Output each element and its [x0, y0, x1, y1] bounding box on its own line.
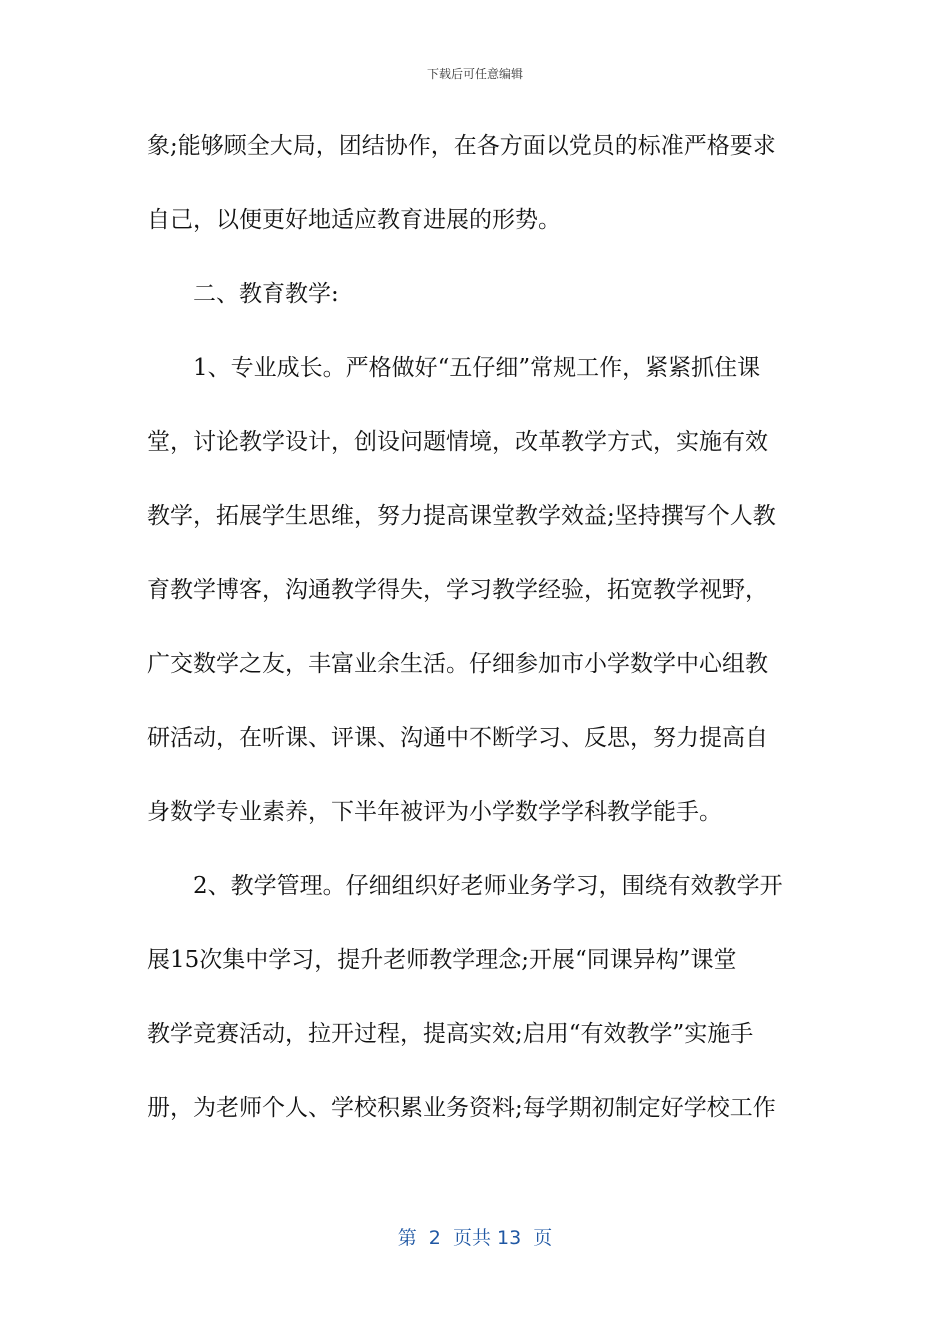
- paragraph-start: 2、教学管理。仔细组织好老师业务学习，围绕有效教学开: [193, 873, 783, 899]
- text-line: 教学，拓展学生思维，努力提高课堂教学效益;坚持撰写个人教: [147, 503, 776, 529]
- text-line: 自己，以便更好地适应教育进展的形势。: [147, 207, 561, 233]
- page-header: 下载后可任意编辑: [426, 67, 523, 81]
- text-line: 堂，讨论教学设计，创设问题情境，改革教学方式，实施有效: [147, 429, 768, 455]
- text-line: 教学竞赛活动，拉开过程，提高实效;启用“有效教学”实施手: [147, 1021, 754, 1047]
- text-line: 身数学专业素养，下半年被评为小学数学学科教学能手。: [147, 799, 722, 825]
- body-text: [147, 122, 807, 1158]
- text-line: 象;能够顾全大局，团结协作，在各方面以党员的标准严格要求: [147, 133, 776, 159]
- page-number-footer: 第 2 页共 13 页: [397, 1227, 553, 1249]
- paragraph-start: 1、专业成长。严格做好“五仔细”常规工作，紧紧抓住课: [193, 355, 761, 381]
- text-line: 册，为老师个人、学校积累业务资料;每学期初制定好学校工作: [147, 1095, 776, 1121]
- text-line: 研活动，在听课、评课、沟通中不断学习、反思，努力提高自: [147, 725, 768, 751]
- section-heading: 二、教育教学:: [193, 281, 339, 307]
- text-line: 展15次集中学习，提升老师教学理念;开展“同课异构”课堂: [147, 947, 737, 973]
- text-line: 育教学博客，沟通教学得失，学习教学经验，拓宽教学视野，: [147, 577, 768, 603]
- text-line: 广交数学之友，丰富业余生活。仔细参加市小学数学中心组教: [147, 651, 768, 677]
